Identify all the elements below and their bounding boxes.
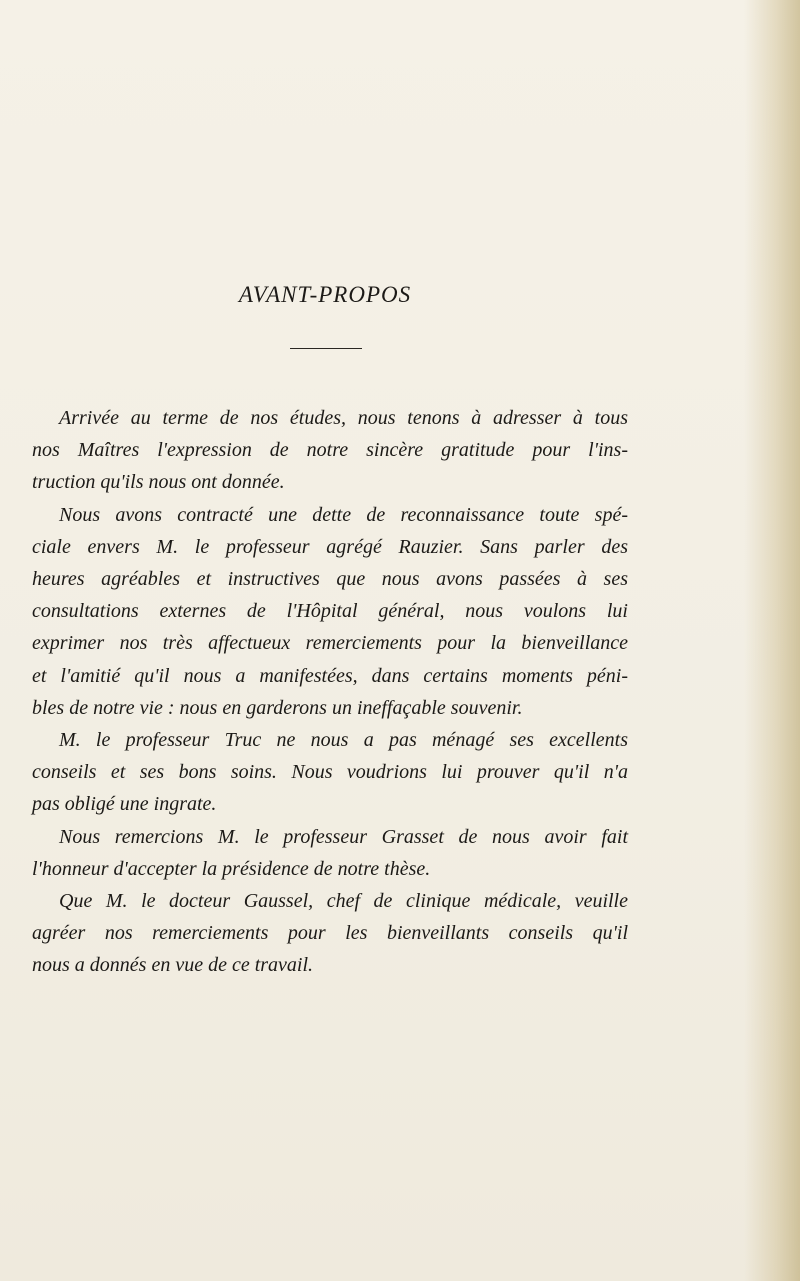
text-line: l'honneur d'accepter la présidence de notre thèse. xyxy=(32,857,431,880)
text-line: conseils et ses bons soins. Nous voudrions lui prouver qu'il n'a xyxy=(32,761,628,784)
text-line: Arrivée au terme de nos études, nous tenons à adresser à tous xyxy=(59,407,628,429)
foreword-text xyxy=(32,402,628,982)
text-line: consultations externes de l'Hôpital général, nous voulons lui xyxy=(32,600,628,623)
text-line: nos Maîtres l'expression de notre sincère gratitude pour l'ins- xyxy=(32,439,628,462)
text-line: truction qu'ils nous ont donnée. xyxy=(32,471,285,494)
text-line: et l'amitié qu'il nous a manifestées, dans certains moments péni- xyxy=(32,664,628,687)
text-line: M. le professeur Truc ne nous a pas ménagé ses excellents xyxy=(59,729,628,752)
text-line: Nous avons contracté une dette de reconnaissance toute spé- xyxy=(59,503,628,526)
text-line: Que M. le docteur Gaussel, chef de clinique médicale, veuille xyxy=(59,890,628,913)
text-line: exprimer nos très affectueux remerciements pour la bienveillance xyxy=(32,632,628,655)
text-line: ciale envers M. le professeur agrégé Rauzier. Sans parler des xyxy=(32,535,628,558)
text-line: bles de notre vie : nous en garderons un ineffaçable souvenir. xyxy=(32,696,523,719)
text-line: pas obligé une ingrate. xyxy=(32,793,217,816)
text-line: nous a donnés en vue de ce travail. xyxy=(32,954,314,977)
page-title: AVANT-PROPOS xyxy=(238,282,412,307)
text-line: heures agréables et instructives que nous avons passées à ses xyxy=(32,568,628,591)
text-line: Nous remercions M. le professeur Grasset de nous avoir fait xyxy=(59,825,628,848)
title-divider xyxy=(290,348,362,349)
text-line: agréer nos remerciements pour les bienveillants conseils qu'il xyxy=(32,922,628,945)
